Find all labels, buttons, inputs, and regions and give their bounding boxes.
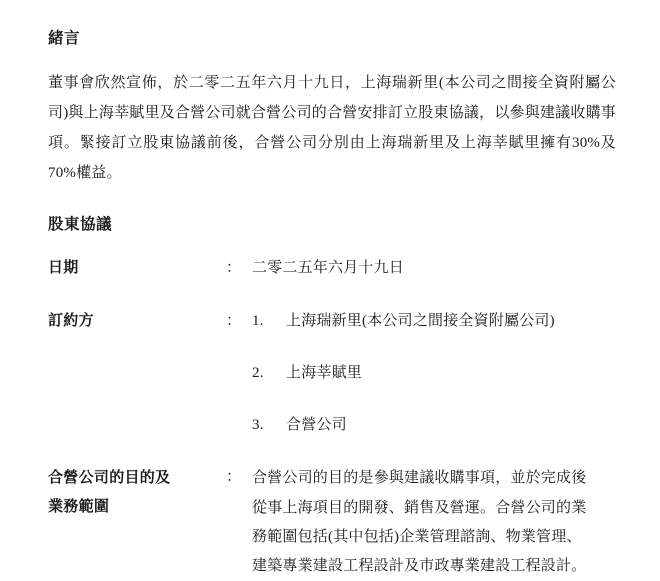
list-item-label: 上海瑞新里(本公司之間接全資附屬公司): [286, 312, 555, 329]
value-line-1: 合營公司的目的是參與建議收購事項，並於完成後: [252, 470, 587, 487]
value-line-2: 從事上海項目的開發、銷售及營運。合營公司的業: [252, 499, 587, 516]
row-colon-date: ：: [226, 260, 242, 277]
introduction-paragraph: 董事會欣然宣佈，於二零二五年六月十九日，上海瑞新里(本公司之間接全資附屬公司)與上海莘賦里及合營公司就合營公司的合營安排訂立股東協議，以參與建議收購事項。緊接訂立股東協議前後，合營公司分別由上海瑞新里及上海莘賦里擁有30%及70%權益。: [48, 74, 616, 181]
row-colon-parties: ：: [226, 312, 242, 329]
list-item-number: 3.: [252, 417, 264, 434]
row-label-purpose-and-scope: [48, 464, 226, 581]
row-value-date: 二零二五年六月十九日: [252, 260, 405, 277]
list-item-label: 上海莘賦里: [286, 364, 363, 381]
row-value-parties: [252, 308, 616, 465]
table-row-purpose-and-scope: [48, 464, 616, 581]
parties-list: [252, 308, 616, 439]
section-heading-introduction: 緒言: [48, 30, 81, 47]
section-heading-shareholders-agreement: 股東協議: [48, 215, 113, 233]
row-label-date: 日期: [48, 260, 79, 277]
value-line-4: 建築專業建設工程設計及市政專業建設工程設計。: [252, 558, 587, 575]
row-value-purpose-and-scope: [252, 464, 616, 581]
table-row-parties: [48, 308, 616, 465]
shareholders-agreement-table: [48, 255, 616, 581]
row-label-line-1: 合營公司的目的及: [48, 470, 171, 487]
value-line-3: 務範圍包括(其中包括)企業管理諮詢、物業管理、: [252, 528, 582, 545]
row-label-parties: 訂約方: [48, 312, 94, 329]
table-row-date: [48, 255, 616, 307]
list-item-label: 合營公司: [286, 417, 347, 434]
list-item-number: 1.: [252, 312, 264, 329]
list-item: [252, 308, 616, 334]
list-item: [252, 360, 616, 386]
row-colon-purpose-and-scope: ：: [226, 469, 242, 486]
row-label-line-2: 業務範圍: [48, 498, 110, 515]
list-item-number: 2.: [252, 364, 264, 381]
list-item: [252, 412, 616, 438]
